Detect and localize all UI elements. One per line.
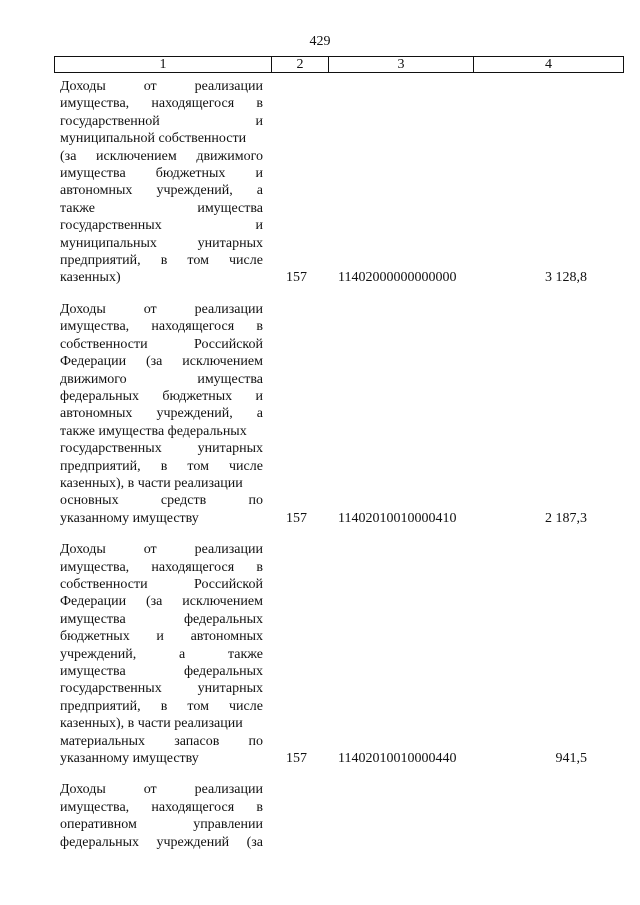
description-word: (за [246,834,263,850]
description-line [60,593,263,610]
description-word: том [187,458,209,474]
description-word: а [179,646,186,662]
description-word: указанному имуществу [60,510,199,526]
description-word: исключением [182,354,263,370]
description-word: в [160,458,168,474]
description-line [60,750,263,767]
description-word: автономных [60,183,133,199]
description-word: а [256,183,263,199]
description-word: имущества [197,200,263,216]
description-word: (за [60,148,77,164]
description-word: имущества [60,664,126,679]
budget-code: 11402010010000410 [338,510,457,526]
description-word: запасов [174,733,220,749]
description-word: имущества [197,371,263,387]
description-line [60,680,263,697]
description-word: исключением [96,148,177,164]
description-word: муниципальной собственности [60,131,247,147]
description-word: государственных [60,218,162,234]
description-line [60,799,263,816]
description-line [60,663,263,680]
header-col-2: 2 [272,57,329,73]
description-line [60,715,263,732]
admin-code: 157 [286,510,307,526]
description-word: также [60,200,96,216]
description-word: исключением [182,594,263,610]
description-word: и [255,218,263,234]
table-row [60,301,620,527]
row-description [60,301,263,527]
description-line [60,130,263,147]
description-word: казенных), в части реализации [60,716,243,732]
description-line [60,353,263,370]
description-word: Доходы [60,79,106,94]
header-col-1: 1 [55,57,272,73]
row-description [60,781,263,851]
description-line [60,611,263,628]
description-word: том [187,698,209,714]
description-line [60,834,263,851]
description-word: муниципальных [60,235,157,251]
description-word: собственности [60,576,148,592]
description-line [60,318,263,335]
description-line [60,217,263,234]
description-word: и [255,388,263,404]
description-word: в [256,319,263,335]
description-line [60,252,263,269]
description-word: числе [229,698,263,714]
header-col-3: 3 [329,57,474,73]
description-word: по [248,733,263,749]
admin-code: 157 [286,751,307,767]
description-word: находящегося [151,799,235,815]
description-line [60,388,263,405]
description-line [60,458,263,475]
description-word: средств [160,493,207,509]
description-word: том [187,253,209,269]
description-word: числе [229,458,263,474]
description-word: по [248,493,263,509]
description-word: (за [145,354,163,370]
description-line [60,405,263,422]
description-word: и [255,166,263,182]
description-word: реализации [194,782,263,798]
description-word: государственных [60,681,162,697]
description-word: унитарных [197,235,263,251]
description-line [60,371,263,388]
description-word: казенных) [60,270,121,286]
description-word: и [255,113,263,129]
description-word: Российской [194,576,263,592]
description-word: (за [145,594,163,610]
table-header [54,56,624,73]
description-word: указанному имуществу [60,751,199,767]
table-body [60,78,620,865]
description-word: находящегося [151,96,235,112]
description-word: также имущества федеральных [60,423,247,439]
description-word: предприятий, [60,458,141,474]
description-word: а [256,406,263,422]
description-line [60,113,263,130]
description-word: реализации [194,79,263,94]
description-word: в [256,96,263,112]
description-line [60,576,263,593]
description-word: имущества, [60,96,130,112]
description-word: автономных [60,406,133,422]
description-word: государственной [60,113,160,129]
description-line [60,510,263,527]
description-word: бюджетных [162,388,233,404]
description-line [60,628,263,645]
description-word: имущества, [60,319,130,335]
description-word: автономных [190,629,263,645]
description-word: от [143,542,157,558]
description-word: предприятий, [60,698,141,714]
budget-code: 11402010010000440 [338,751,457,767]
description-word: в [160,698,168,714]
description-word: и [156,629,164,645]
description-word: в [160,253,168,269]
description-word: от [143,782,157,798]
description-word: унитарных [197,441,263,457]
description-word: учреждений, [60,646,137,662]
description-word: находящегося [151,319,235,335]
description-word: учреждений, [156,406,233,422]
description-word: реализации [194,542,263,558]
description-line [60,733,263,750]
description-line [60,475,263,492]
amount: 3 128,8 [545,270,587,286]
description-word: унитарных [197,681,263,697]
row-description [60,541,263,767]
description-line [60,182,263,199]
description-line [60,646,263,663]
amount: 2 187,3 [545,510,587,526]
description-word: реализации [194,301,263,317]
description-line [60,559,263,576]
description-line [60,423,263,440]
description-word: также [227,646,263,662]
description-word: Доходы [60,301,106,317]
description-word: Федерации [60,354,127,370]
header-col-4: 4 [474,57,624,73]
description-word: государственных [60,441,162,457]
description-line [60,492,263,509]
description-line [60,440,263,457]
description-word: имущества [60,611,126,627]
description-word: федеральных [183,611,263,627]
description-line [60,148,263,165]
description-word: учреждений, [156,183,233,199]
description-word: Доходы [60,782,106,798]
description-word: имущества, [60,799,130,815]
description-line [60,781,263,798]
description-word: движимого [60,371,127,387]
description-word: движимого [196,148,263,164]
description-word: от [143,79,157,94]
description-word: оперативном [60,817,137,833]
table-row [60,541,620,767]
description-word: Доходы [60,542,106,558]
table-row [60,78,620,287]
description-word: в [256,799,263,815]
description-word: Российской [194,336,263,352]
description-line [60,78,263,95]
admin-code: 157 [286,270,307,286]
description-line [60,301,263,318]
page-number: 429 [309,34,331,49]
description-word: федеральных [60,388,140,404]
description-word: федеральных [60,834,140,850]
description-word: бюджетных [155,166,226,182]
description-word: от [143,301,157,317]
description-line [60,698,263,715]
description-word: казенных), в части реализации [60,475,243,491]
budget-code: 11402000000000000 [338,270,457,286]
description-line [60,200,263,217]
description-line [60,95,263,112]
description-line [60,816,263,833]
description-word: находящегося [151,559,235,575]
description-word: собственности [60,336,148,352]
row-description [60,78,263,287]
description-word: в [256,559,263,575]
description-word: федеральных [183,664,263,679]
description-line [60,269,263,286]
description-word: основных [60,493,119,509]
description-line [60,165,263,182]
description-word: числе [229,253,263,269]
amount: 941,5 [555,751,587,767]
description-word: учреждений [156,834,230,850]
table-row [60,781,620,851]
description-word: управлении [193,817,263,833]
description-word: предприятий, [60,253,141,269]
description-line [60,235,263,252]
description-word: бюджетных [60,629,130,645]
description-word: Федерации [60,594,127,610]
description-word: материальных [60,733,146,749]
description-word: имущества [60,166,126,182]
description-line [60,541,263,558]
description-word: имущества, [60,559,130,575]
description-line [60,336,263,353]
